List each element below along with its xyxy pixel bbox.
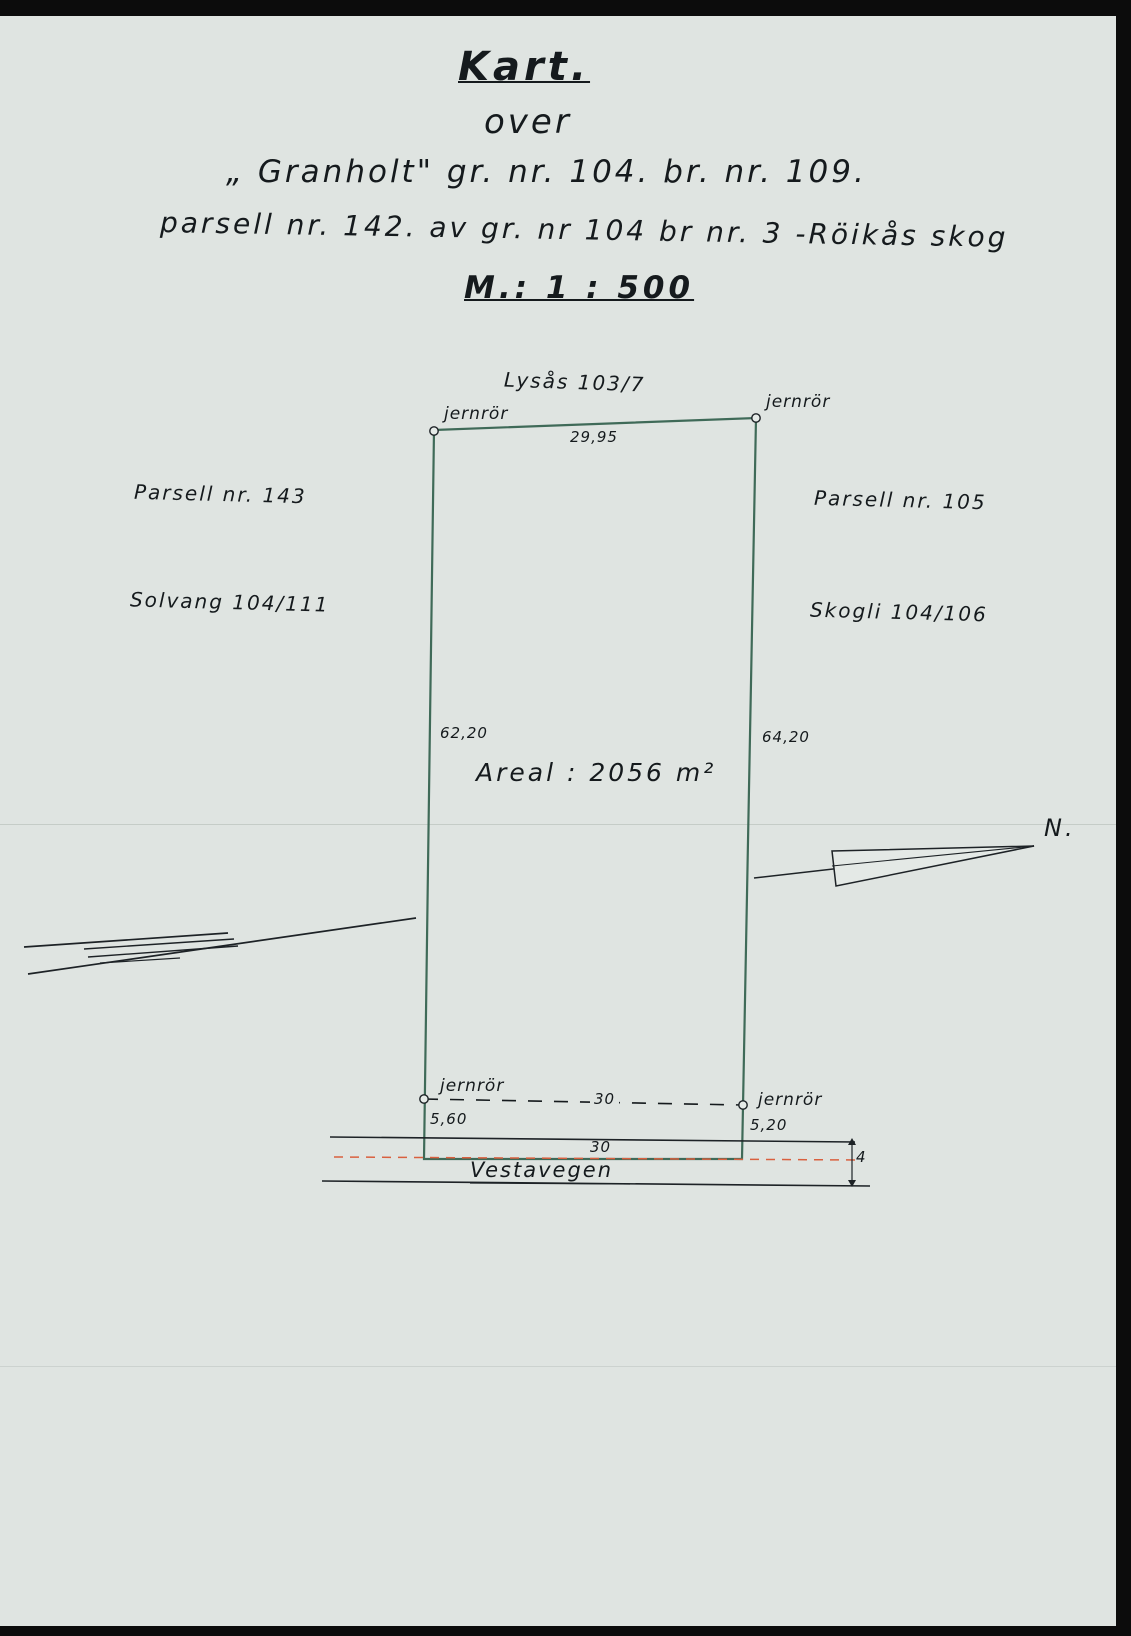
pipe-label-bottom-right: jernrör — [758, 1090, 823, 1110]
dim-bottom-road: 30 — [590, 1138, 612, 1156]
road-name: Vestavegen — [470, 1158, 614, 1182]
iron-pipe-bottom-left-icon — [420, 1095, 428, 1103]
dim-right-length: 64,20 — [762, 728, 810, 746]
area-label: Areal : 2056 m² — [476, 758, 717, 787]
iron-pipe-top-left-icon — [430, 427, 438, 435]
access-road-line-5 — [28, 918, 416, 974]
neighbor-north: Lysås 103/7 — [503, 367, 646, 397]
pipe-label-top-left: jernrör — [444, 404, 509, 424]
scale-text: M.: 1 : 500 — [464, 270, 695, 306]
dim-bottom-inner: 30 — [590, 1090, 619, 1108]
iron-pipe-top-right-icon — [752, 414, 760, 422]
north-arrow-head — [832, 846, 1034, 886]
property-line: „ Granholt" gr. nr. 104. br. nr. 109. — [226, 154, 867, 190]
dim-top-length: 29,95 — [570, 428, 618, 446]
north-label: N. — [1044, 814, 1076, 842]
dim-right-offset: 5,20 — [750, 1116, 788, 1134]
inner-dashed-line — [424, 1099, 743, 1105]
parcel-boundary — [424, 418, 756, 1159]
neighbor-west-name: Solvang 104/111 — [129, 587, 330, 617]
dim-left-length: 62,20 — [440, 724, 488, 742]
neighbor-west-parcel: Parsell nr. 143 — [133, 479, 307, 509]
neighbor-east-parcel: Parsell nr. 105 — [813, 485, 987, 515]
iron-pipe-bottom-right-icon — [739, 1101, 747, 1109]
map-subtitle: over — [484, 102, 572, 142]
parcel-line: parsell nr. 142. av gr. nr 104 br nr. 3 -Röikås skog — [159, 206, 1009, 254]
pipe-label-top-right: jernrör — [766, 392, 831, 412]
neighbor-east-name: Skogli 104/106 — [809, 597, 989, 627]
map-title: Kart. — [458, 44, 591, 90]
dim-road-setback: 4 — [856, 1148, 867, 1166]
access-road-line-1 — [24, 933, 228, 947]
dim-left-offset: 5,60 — [430, 1110, 468, 1128]
pipe-label-bottom-left: jernrör — [440, 1076, 505, 1096]
